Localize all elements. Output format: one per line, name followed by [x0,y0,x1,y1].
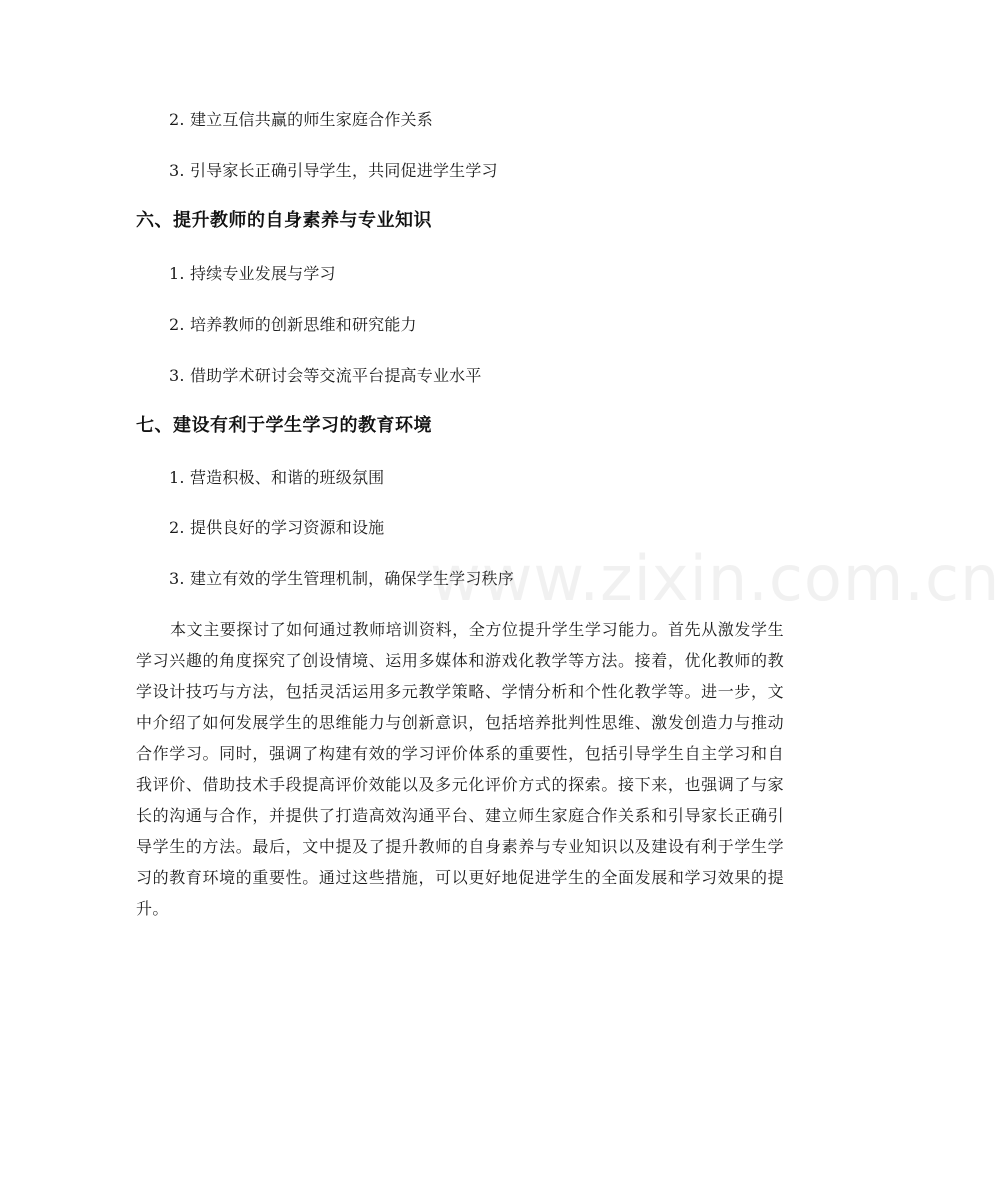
summary-paragraph: 本文主要探讨了如何通过教师培训资料，全方位提升学生学习能力。首先从激发学生学习兴趣的角度探究了创设情境、运用多媒体和游戏化教学等方法。接着，优化教师的教学设计技巧与方法，包括灵活运用多元教学策略、学情分析和个性化教学等。进一步，文中介绍了如何发展学生的思维能力与创新意识，包括培养批判性思维、激发创造力与推动合作学习。同时，强调了构建有效的学习评价体系的重要性，包括引导学生自主学习和自我评价、借助技术手段提高评价效能以及多元化评价方式的探索。接下来，也强调了与家长的沟通与合作，并提供了打造高效沟通平台、建立师生家庭合作关系和引导家长正确引导学生的方法。最后，文中提及了提升教师的自身素养与专业知识以及建设有利于学生学习的教育环境的重要性。通过这些措施，可以更好地促进学生的全面发展和学习效果的提升。 [136,620,784,918]
watermark-text: www.zixin.com.cn [430,542,1000,615]
list-item-learning-resources: 2. 提供良好的学习资源和设施 [169,518,385,537]
list-item-continuous-development: 1. 持续专业发展与学习 [169,264,336,283]
list-item-innovative-thinking: 2. 培养教师的创新思维和研究能力 [169,315,417,334]
section-heading-7: 七、建设有利于学生学习的教育环境 [136,415,432,436]
list-item-guide-parents: 3. 引导家长正确引导学生，共同促进学生学习 [169,161,498,180]
list-item-class-atmosphere: 1. 营造积极、和谐的班级氛围 [169,468,385,487]
list-item-academic-seminars: 3. 借助学术研讨会等交流平台提高专业水平 [169,366,482,385]
list-item-cooperation-relationship: 2. 建立互信共赢的师生家庭合作关系 [169,110,433,129]
list-item-management-mechanism: 3. 建立有效的学生管理机制，确保学生学习秩序 [169,569,514,588]
section-heading-6: 六、提升教师的自身素养与专业知识 [136,210,432,231]
